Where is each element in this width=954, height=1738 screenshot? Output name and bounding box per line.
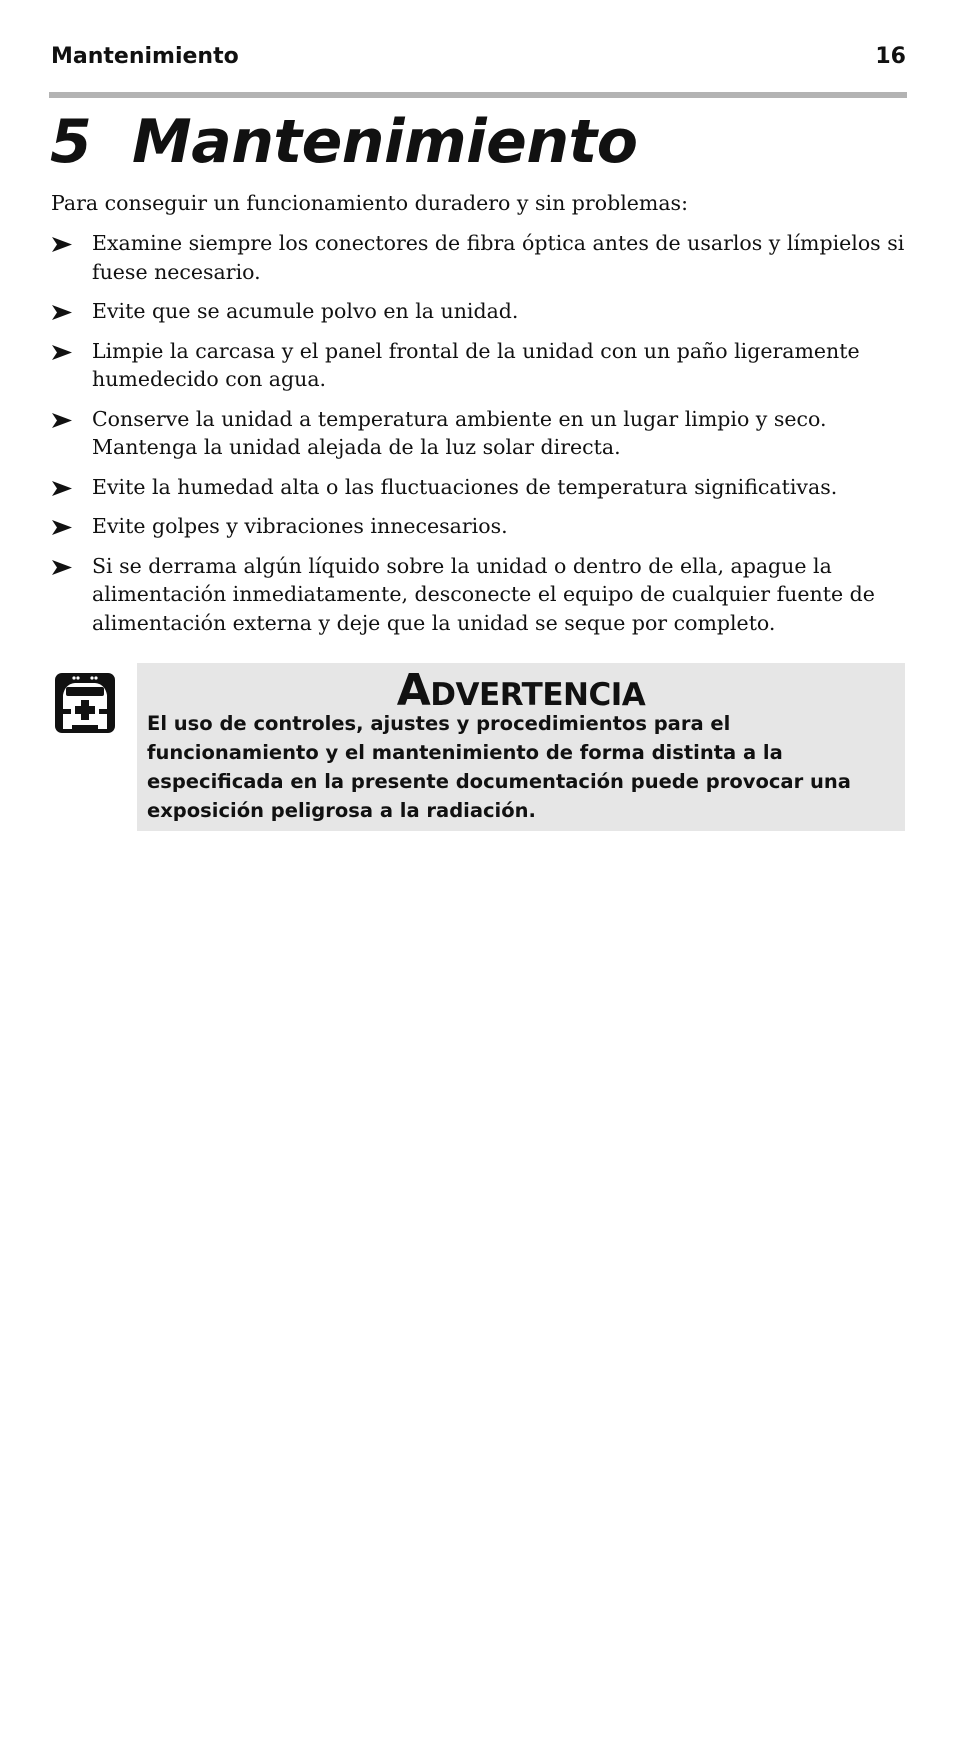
list-item xyxy=(51,229,907,286)
arrow-bullet-icon xyxy=(51,559,73,576)
list-item-text: Conserve la unidad a temperatura ambiente en un lugar limpio y seco. Mantenga la unidad alejada de la luz solar directa. xyxy=(92,406,827,459)
list-item-text: Evite golpes y vibraciones innecesarios. xyxy=(92,514,508,538)
warning-box xyxy=(137,663,905,831)
warning-ambulance-icon xyxy=(53,671,117,735)
list-item xyxy=(51,473,907,502)
arrow-bullet-icon xyxy=(51,304,73,321)
list-item-text: Examine siempre los conectores de fibra óptica antes de usarlos y límpielos si fuese necesario. xyxy=(92,231,905,284)
list-item-text: Si se derrama algún líquido sobre la unidad o dentro de ella, apague la alimentación inmediatamente, desconecte el equipo de cualquier fuente de alimentación externa y deje que la unidad se seque por completo. xyxy=(92,553,875,635)
running-header xyxy=(51,44,906,74)
chapter-title xyxy=(50,106,637,178)
list-item xyxy=(51,405,907,462)
list-item xyxy=(51,512,907,541)
list-item-text: Evite la humedad alta o las fluctuaciones de temperatura significativas. xyxy=(92,474,838,499)
list-item xyxy=(51,552,907,638)
arrow-bullet-icon xyxy=(51,236,73,253)
arrow-bullet-icon xyxy=(51,412,73,429)
arrow-bullet-icon xyxy=(51,519,73,536)
header-divider xyxy=(49,92,907,98)
list-item xyxy=(51,337,907,394)
intro-paragraph: Para conseguir un funcionamiento duradero y sin problemas: xyxy=(51,191,688,215)
running-header-section: Mantenimiento xyxy=(51,44,239,69)
warning-text: El uso de controles, ajustes y procedimientos para el funcionamiento y el mantenimiento de forma distinta a la especificada en la presente documentación puede provocar una exposición peligrosa a la radiación. xyxy=(147,712,851,822)
warning-title: Advertencia xyxy=(396,665,646,716)
chapter-number: 5 xyxy=(50,107,92,177)
list-item-text: Limpie la carcasa y el panel frontal de la unidad con un paño ligeramente humedecido con agua. xyxy=(92,338,860,391)
list-item xyxy=(51,297,907,326)
maintenance-list xyxy=(51,229,907,648)
page-number: 16 xyxy=(875,44,906,69)
arrow-bullet-icon xyxy=(51,480,73,497)
list-item-text: Evite que se acumule polvo en la unidad. xyxy=(92,299,519,323)
arrow-bullet-icon xyxy=(51,344,73,361)
chapter-title-text: Mantenimiento xyxy=(132,107,638,177)
